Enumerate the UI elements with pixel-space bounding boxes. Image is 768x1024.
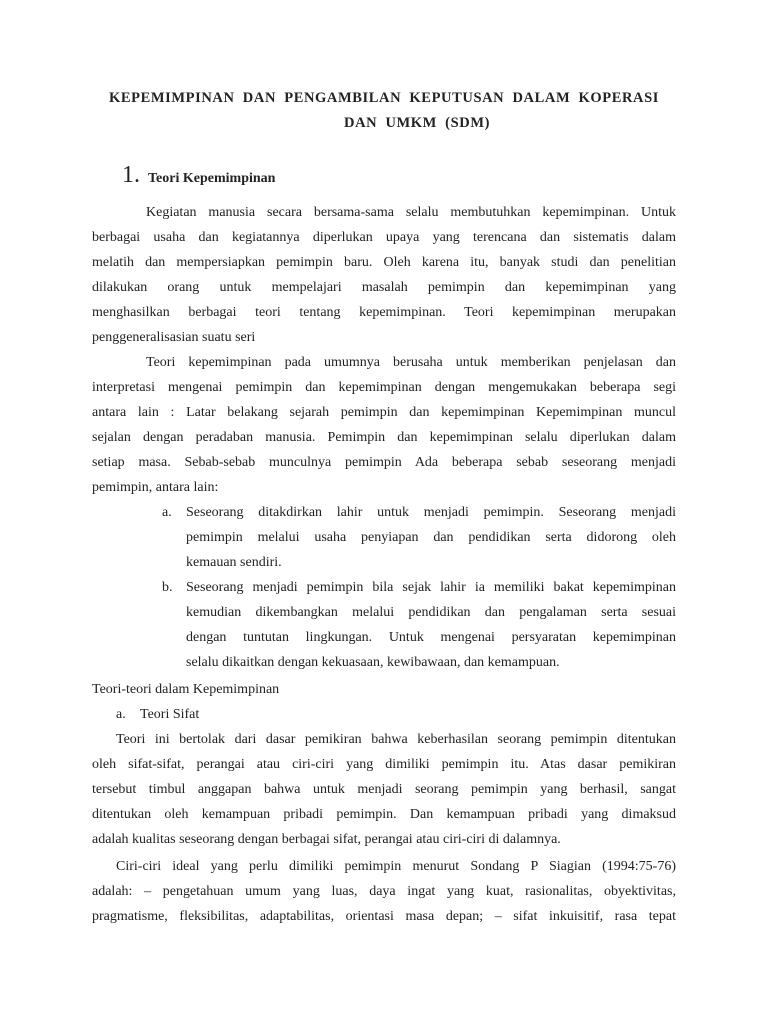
paragraph-line: Teori kepemimpinan pada umumnya berusaha untuk memberikan penjelasan dan	[146, 355, 676, 370]
paragraph-line: tersebut timbul anggapan bahwa untuk menjadi seorang pemimpin yang berhasil, sangat	[92, 782, 676, 797]
paragraph-line: penggeneralisasian suatu seri	[92, 330, 256, 345]
paragraph-line: setiap masa. Sebab-sebab munculnya pemimpin Ada beberapa sebab seseorang menjadi	[92, 455, 676, 470]
paragraph-line: pemimpin, antara lain:	[92, 480, 219, 495]
document-title-line-2: DAN UMKM (SDM)	[344, 115, 491, 131]
list-item-line: dengan tuntutan lingkungan. Untuk mengenai persyaratan kepemimpinan	[186, 630, 676, 645]
paragraph-line: oleh sifat-sifat, perangai atau ciri-ciri yang dimiliki pemimpin itu. Atas dasar pemikiran	[92, 757, 676, 772]
list-marker: b.	[162, 580, 173, 595]
paragraph-line: dilakukan orang untuk mempelajari masalah pemimpin dan kepemimpinan yang	[92, 280, 676, 295]
list-marker: a.	[162, 505, 172, 520]
subheading: Teori-teori dalam Kepemimpinan	[92, 682, 280, 697]
paragraph-line: ditentukan oleh kemampuan pribadi pemimpin. Dan kemampuan pribadi yang dimaksud	[92, 807, 676, 822]
paragraph-line: Teori ini bertolak dari dasar pemikiran bahwa keberhasilan seorang pemimpin ditentukan	[116, 732, 676, 747]
paragraph-line: sejalan dengan peradaban manusia. Pemimpin dan kepemimpinan selalu diperlukan dalam	[92, 430, 676, 445]
paragraph-line: adalah kualitas seseorang dengan berbagai sifat, perangai atau ciri-ciri di dalamnya.	[92, 832, 561, 847]
paragraph-line: Ciri-ciri ideal yang perlu dimiliki pemimpin menurut Sondang P Siagian (1994:75-76)	[116, 859, 676, 874]
paragraph-line: interpretasi mengenai pemimpin dan kepemimpinan dengan mengemukakan beberapa segi	[92, 380, 676, 395]
paragraph-line: Kegiatan manusia secara bersama-sama selalu membutuhkan kepemimpinan. Untuk	[146, 205, 676, 220]
section-heading	[122, 162, 275, 192]
list-item-line: Seseorang ditakdirkan lahir untuk menjadi pemimpin. Seseorang menjadi	[186, 505, 676, 520]
paragraph-line: pragmatisme, fleksibilitas, adaptabilitas, orientasi masa depan; – sifat inkuisitif, rasa tepat	[92, 909, 676, 924]
paragraph-line: berbagai usaha dan kegiatannya diperlukan upaya yang terencana dan sistematis dalam	[92, 230, 676, 245]
paragraph-line: adalah: – pengetahuan umum yang luas, daya ingat yang kuat, rasionalitas, obyektivitas,	[92, 884, 676, 899]
list-item-line: pemimpin melalui usaha penyiapan dan pendidikan serta didorong oleh	[186, 530, 676, 545]
paragraph-line: melatih dan mempersiapkan pemimpin baru. Oleh karena itu, banyak studi dan penelitian	[92, 255, 676, 270]
document-title-line-1: KEPEMIMPINAN DAN PENGAMBILAN KEPUTUSAN DALAM KOPERASI	[108, 90, 660, 106]
section-number: 1.	[122, 162, 140, 188]
section-title: Teori Kepemimpinan	[148, 171, 276, 186]
list-item-line: Seseorang menjadi pemimpin bila sejak lahir ia memiliki bakat kepemimpinan	[186, 580, 676, 595]
list-item-line: selalu dikaitkan dengan kekuasaan, kewibawaan, dan kemampuan.	[186, 655, 560, 670]
list-item-line: kemauan sendiri.	[186, 555, 282, 570]
paragraph-line: menghasilkan berbagai teori tentang kepemimpinan. Teori kepemimpinan merupakan	[92, 305, 676, 320]
sub-item-label: Teori Sifat	[140, 707, 200, 722]
paragraph-line: antara lain : Latar belakang sejarah pemimpin dan kepemimpinan Kepemimpinan muncul	[92, 405, 676, 420]
sub-item-marker: a.	[116, 707, 126, 722]
list-item-line: kemudian dikembangkan melalui pendidikan dan pengalaman serta sesuai	[186, 605, 676, 620]
